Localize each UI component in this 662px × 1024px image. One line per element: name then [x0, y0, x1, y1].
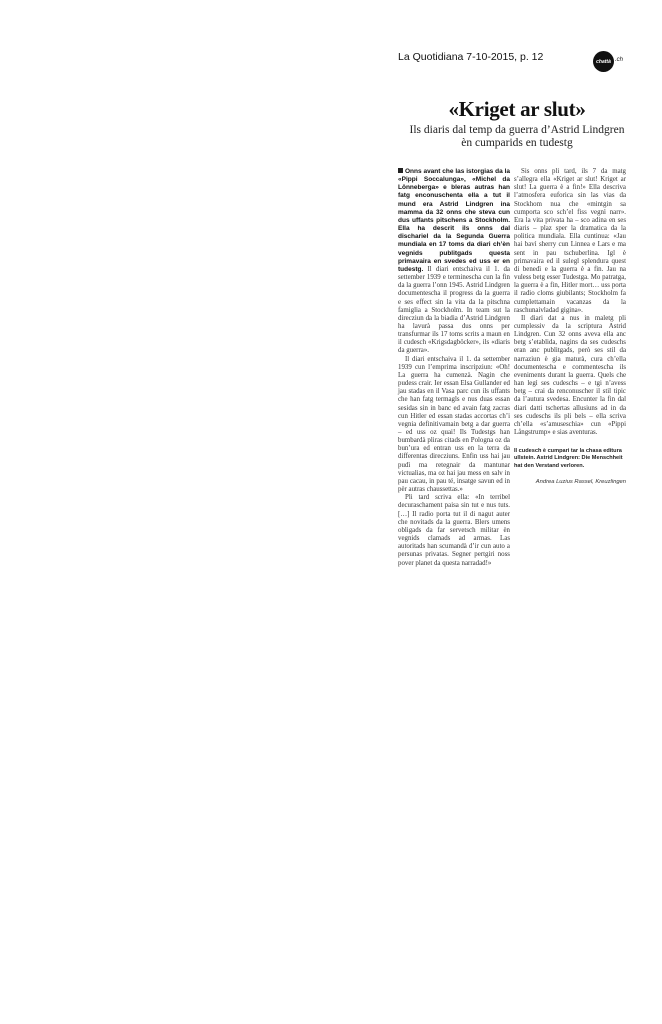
lead-continuation: Il diari entschaiva il 1. da settember 1939 e terminescha cun la fin da la guerra l’onn 1945. Astrid Lindgren documentescha il progress da la guerra e ses effect sin la vita da la pitschna famiglia a Stockholm. In team sut la direcziun da la biadia d’Astrid Lindgren ha lavurà passa dus onns per transfurmar ils 17 toms scrits a maun en il cudesch «Krigsdagböcker», ils «diaris da guerra». [398, 265, 510, 355]
logo-badge-icon: chattà [593, 51, 614, 72]
source-citation: La Quotidiana 7-10-2015, p. 12 [398, 51, 544, 63]
article-title: «Kriget ar slut» [448, 97, 586, 121]
bullet-square-icon [398, 168, 403, 173]
author-byline: Andrea Luzius Rassel, Kreuzlingen [535, 478, 626, 485]
lead-text: Onns avant che las istorgias da la «Pippi Soccalunga», «Michel da Lönneberga» e bleras autras han fatg enconuschenta ella a tut il mund era Astrid Lindgren ina mamma da 32 onns che steva cun dus uffants pitschens a Stockholm. Ella ha descrit ils onns dal dischariel da la Segunda Guerra mundiala en 17 toms da diari ch’èn vegnids publitgads questa primavaira en svedes ed uss er en tudestg. [398, 168, 510, 273]
body-paragraph: Sis onns pli tard, ils 7 da matg s’allegra ella «Kriget ar slut! Kriget ar slut! La guerra è a fin!» Ella descriva l’atmosfera euforica sin las vias da Stockhom nua che «mintgin sa cumporta sco sch’el fiss vegnì narr». Era la vita privata ha – sco adina en ses diaris – plaz sper la dramatica da la politica mundiala. Ella cuntinua: «Jau hai bavì sherry cun Linnea e Lars e ma sent in pau tschuberlina. Igl è primavaira ed il sulegl splendura quest di benedì e la guerra è a fin. Jau na vuless betg esser Tudestga. Mo patratga, la guerra è a fin, Hitler mort… uss porta il radio cloms giubilants; Stockholm fa cumplettamain vacanzas da la raschunaivladad gigina». [514, 168, 626, 314]
article-column-left [398, 168, 510, 568]
subtitle-line: èn cumparids en tudestg [461, 137, 573, 149]
article-column-right [514, 168, 626, 486]
body-paragraph: Il diari entschaiva il 1. da settember 1939 cun l’emprima inscripziun: «Oh! La guerra ha cumenzà. Nagin che pudess crair. Ier essan Elsa Gullander ed jau stadas en il Vasa parc cun ils uffants che han fatg termagls e nus duas essan sesidas sin in banc ed avain fatg zacras cun Hitler ed essan stadas accortas ch’i vegnia definitivamain betg a dar guerra – ed uss oz quai! Ils Tudestgs han bumbardà pliras citads en Pologna oz da bun’ura ed entran uss en la terra da differentas direcziuns. Enfin uss hai jau pudì ma retegnair da mantunar victualias, ma oz hai jau mess en salv in pau cacau, in pau té, insatge savun ed in pèr autras chaussettas.» [398, 355, 510, 494]
logo-tld: .ch [615, 57, 624, 63]
book-caption: Il cudesch è cumpari tar la chasa editura ullstein. Astrid Lindgren: Die Menschheit hat den Verstand verloren. [514, 448, 623, 469]
lead-paragraph [398, 168, 510, 356]
site-logo[interactable] [593, 51, 639, 71]
body-paragraph: Il diari dat a nus in maletg pli cumplessiv da la scriptura Astrid Lindgren. Cun 32 onns aveva ella anc betg s’etablida, nagins da ses cudeschs eran anc publitgads, però ses stil da narraziun è gia maturà, cura ch’ella documentescha e commentescha ils eveniments durant la guerra. Quels che han legì ses cudeschs – e tgi n’avess betg – crai da renconuscher il stil tipic da l’autura svedesa. Encunter la fin dal diari datti tschertas allusiuns ad in da ses cudeschs ils pli bels – ella scriva ch’ella «s’amuseschia» cun «Pippi Långstrump» e sias aventuras. [514, 314, 626, 436]
subtitle-line: Ils diaris dal temp da guerra d’Astrid Lindgren [409, 124, 625, 136]
body-paragraph: Pli tard scriva ella: «In terribel decuraschament paisa sin tut e nus tuts. […] Il radio porta tut il di nagut auter che novitads da la guerra. Blers umens obligads da far servetsch militar èn vegnids clamads ad armas. Las autoritads han scumandà d’ir cun auto a persunas privatas. Segner pertgiri noss pover planet da questa narradad!» [398, 494, 510, 567]
article-subtitle [398, 124, 636, 150]
